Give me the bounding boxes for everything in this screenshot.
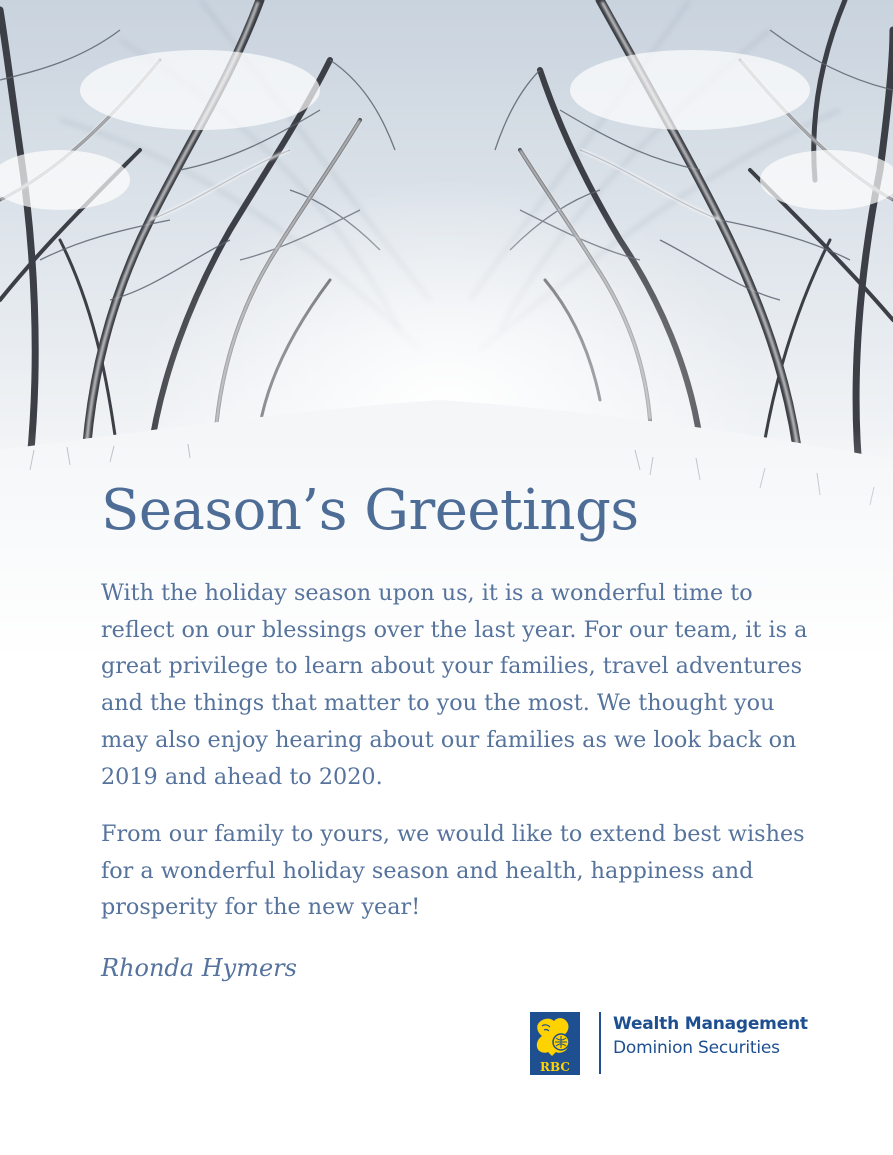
- message-paragraph-2: From our family to yours, we would like to extend best wishes for a wonderful holiday season and health, happiness and prosperity for the new year!: [101, 821, 805, 921]
- card-title: Season’s Greetings: [101, 478, 639, 543]
- logo-line-wealth-management: Wealth Management: [613, 1014, 808, 1034]
- message-paragraph-1: With the holiday season upon us, it is a wonderful time to reflect on our blessings over the last year. For our team, it is a great privilege to learn about your families, travel adventures and the things that matter to you the most. We thought you may also enjoy hearing about our families as we look back on 2019 and ahead to 2020.: [101, 580, 808, 790]
- logo-divider: [599, 1012, 601, 1074]
- signature: Rhonda Hymers: [101, 954, 297, 982]
- rbc-lion-shield-icon: [530, 1012, 580, 1075]
- logo-line-dominion-securities: Dominion Securities: [613, 1038, 780, 1058]
- rbc-brand-text: RBC: [540, 1060, 570, 1074]
